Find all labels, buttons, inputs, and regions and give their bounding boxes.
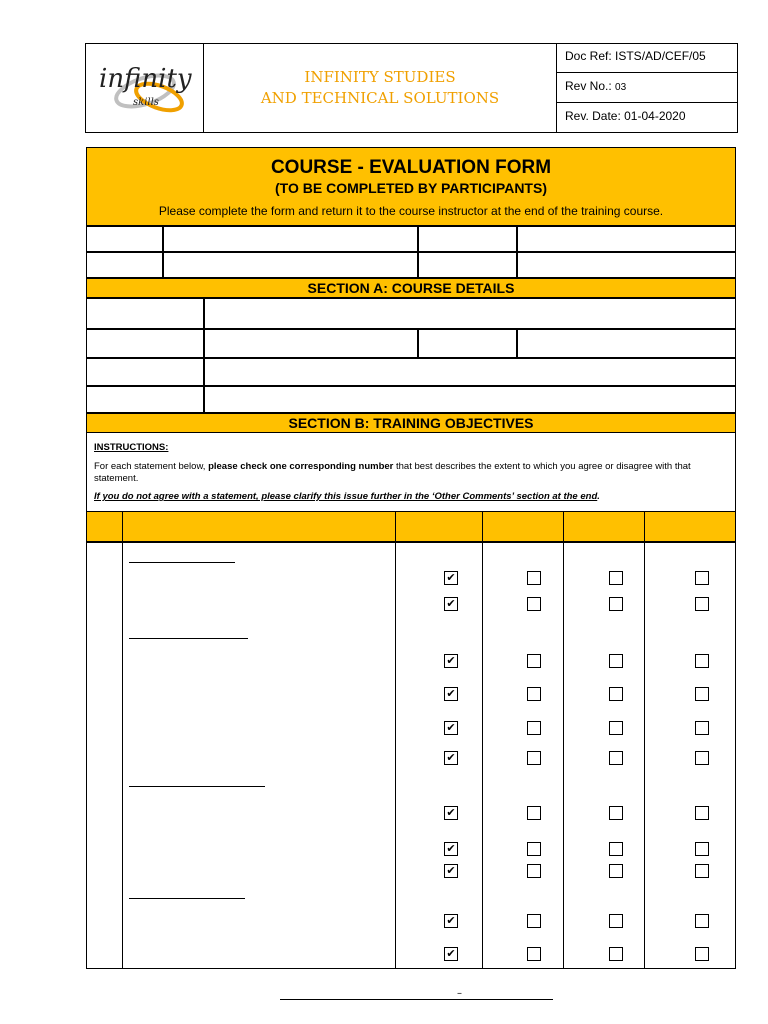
company-line-2: AND TECHNICAL SOLUTIONS xyxy=(260,89,500,107)
footer-dash: – xyxy=(457,988,462,999)
rating-checkbox-checked[interactable]: ✔ xyxy=(444,571,458,585)
course-value-field[interactable] xyxy=(204,329,418,358)
body-divider xyxy=(563,542,564,969)
clarify-text: If you do not agree with a statement, please clarify this issue further in the ‘Other Comments’ section at the end xyxy=(94,491,598,502)
company-name xyxy=(204,43,557,133)
rating-checkbox[interactable] xyxy=(527,687,541,701)
course-value-field[interactable] xyxy=(204,386,736,413)
rating-checkbox-checked[interactable]: ✔ xyxy=(444,947,458,961)
rating-checkbox[interactable] xyxy=(609,654,623,668)
rating-checkbox[interactable] xyxy=(609,864,623,878)
rev-no-label: Rev No.: xyxy=(565,79,612,93)
info-value-field[interactable] xyxy=(517,226,736,252)
rating-checkbox[interactable] xyxy=(609,842,623,856)
rating-checkbox[interactable] xyxy=(609,687,623,701)
form-title: COURSE - EVALUATION FORM xyxy=(270,157,552,178)
rating-checkbox-checked[interactable]: ✔ xyxy=(444,864,458,878)
rating-checkbox[interactable] xyxy=(527,721,541,735)
instructions-text xyxy=(94,461,730,485)
course-value-field[interactable] xyxy=(204,358,736,386)
rating-checkbox[interactable] xyxy=(527,914,541,928)
rating-checkbox[interactable] xyxy=(527,864,541,878)
rating-checkbox[interactable] xyxy=(527,806,541,820)
rating-checkbox[interactable] xyxy=(609,571,623,585)
header-divider xyxy=(122,511,123,542)
rev-no-value: 03 xyxy=(615,82,627,93)
instructions-text-pre: For each statement below, xyxy=(94,461,209,472)
header-divider xyxy=(563,511,564,542)
group-heading-line xyxy=(129,562,235,563)
header-divider xyxy=(395,511,396,542)
info-value-field[interactable] xyxy=(163,226,418,252)
rating-table-body xyxy=(86,542,736,969)
info-label-cell xyxy=(86,252,163,278)
body-divider xyxy=(644,542,645,969)
rating-checkbox-checked[interactable]: ✔ xyxy=(444,597,458,611)
course-value-field[interactable] xyxy=(517,329,736,358)
rating-checkbox[interactable] xyxy=(527,571,541,585)
rating-checkbox[interactable] xyxy=(695,914,709,928)
rating-checkbox-checked[interactable]: ✔ xyxy=(444,806,458,820)
rating-checkbox[interactable] xyxy=(695,654,709,668)
course-label-cell xyxy=(86,358,204,386)
header-divider xyxy=(644,511,645,542)
clarify-end: . xyxy=(597,491,600,502)
rating-checkbox[interactable] xyxy=(609,721,623,735)
rating-checkbox[interactable] xyxy=(695,751,709,765)
rating-checkbox[interactable] xyxy=(527,947,541,961)
group-heading-line xyxy=(129,786,265,787)
instructions-text-post: that best describes the extent to which you agree or disagree with that statement. xyxy=(94,461,691,484)
course-label-cell xyxy=(418,329,517,358)
rating-checkbox[interactable] xyxy=(527,654,541,668)
course-label-cell xyxy=(86,298,204,329)
header-divider xyxy=(482,511,483,542)
info-value-field[interactable] xyxy=(517,252,736,278)
info-label-cell xyxy=(418,252,517,278)
form-title-block xyxy=(86,147,736,226)
rating-checkbox-checked[interactable]: ✔ xyxy=(444,654,458,668)
rating-checkbox[interactable] xyxy=(527,597,541,611)
rating-checkbox[interactable] xyxy=(527,751,541,765)
rating-checkbox[interactable] xyxy=(609,597,623,611)
logo-wordmark: infinity xyxy=(99,64,192,94)
rating-checkbox-checked[interactable]: ✔ xyxy=(444,914,458,928)
footer-line xyxy=(280,999,553,1000)
rev-no xyxy=(557,73,738,103)
course-label-cell xyxy=(86,386,204,413)
rating-checkbox[interactable] xyxy=(609,947,623,961)
section-b-title: SECTION B: TRAINING OBJECTIVES xyxy=(86,413,736,433)
rating-checkbox[interactable] xyxy=(695,947,709,961)
doc-ref: Doc Ref: ISTS/AD/CEF/05 xyxy=(557,43,738,73)
rating-checkbox[interactable] xyxy=(695,687,709,701)
rating-checkbox[interactable] xyxy=(695,842,709,856)
course-label-cell xyxy=(86,329,204,358)
info-label-cell xyxy=(86,226,163,252)
group-heading-line xyxy=(129,898,245,899)
rating-checkbox[interactable] xyxy=(695,597,709,611)
rating-checkbox[interactable] xyxy=(609,914,623,928)
logo-subtext: skills xyxy=(133,97,159,108)
rating-checkbox[interactable] xyxy=(527,842,541,856)
rating-checkbox[interactable] xyxy=(695,721,709,735)
rating-checkbox-checked[interactable]: ✔ xyxy=(444,842,458,856)
body-divider xyxy=(122,542,123,969)
info-value-field[interactable] xyxy=(163,252,418,278)
group-heading-line xyxy=(129,638,248,639)
rating-checkbox[interactable] xyxy=(695,571,709,585)
rating-checkbox[interactable] xyxy=(695,806,709,820)
section-a-title: SECTION A: COURSE DETAILS xyxy=(86,278,736,298)
body-divider xyxy=(395,542,396,969)
form-subtitle: (TO BE COMPLETED BY PARTICIPANTS) xyxy=(275,180,547,196)
rating-checkbox-checked[interactable]: ✔ xyxy=(444,687,458,701)
company-line-1: INFINITY STUDIES xyxy=(304,68,456,86)
instructions-block xyxy=(86,433,736,511)
rev-date: Rev. Date: 01-04-2020 xyxy=(565,109,686,123)
instructions-clarify xyxy=(94,491,600,502)
rating-checkbox[interactable] xyxy=(695,864,709,878)
company-logo xyxy=(85,43,204,133)
instructions-heading: INSTRUCTIONS: xyxy=(94,442,169,453)
rating-checkbox[interactable] xyxy=(609,751,623,765)
info-label-cell xyxy=(418,226,517,252)
rating-checkbox-checked[interactable]: ✔ xyxy=(444,751,458,765)
rating-checkbox-checked[interactable]: ✔ xyxy=(444,721,458,735)
course-value-field[interactable] xyxy=(204,298,736,329)
logo-cell xyxy=(85,43,204,133)
rating-checkbox[interactable] xyxy=(609,806,623,820)
rating-header-row xyxy=(86,511,736,542)
form-note: Please complete the form and return it to the course instructor at the end of the training course. xyxy=(158,204,664,218)
body-divider xyxy=(482,542,483,969)
instructions-text-bold: please check one corresponding number xyxy=(208,461,394,472)
